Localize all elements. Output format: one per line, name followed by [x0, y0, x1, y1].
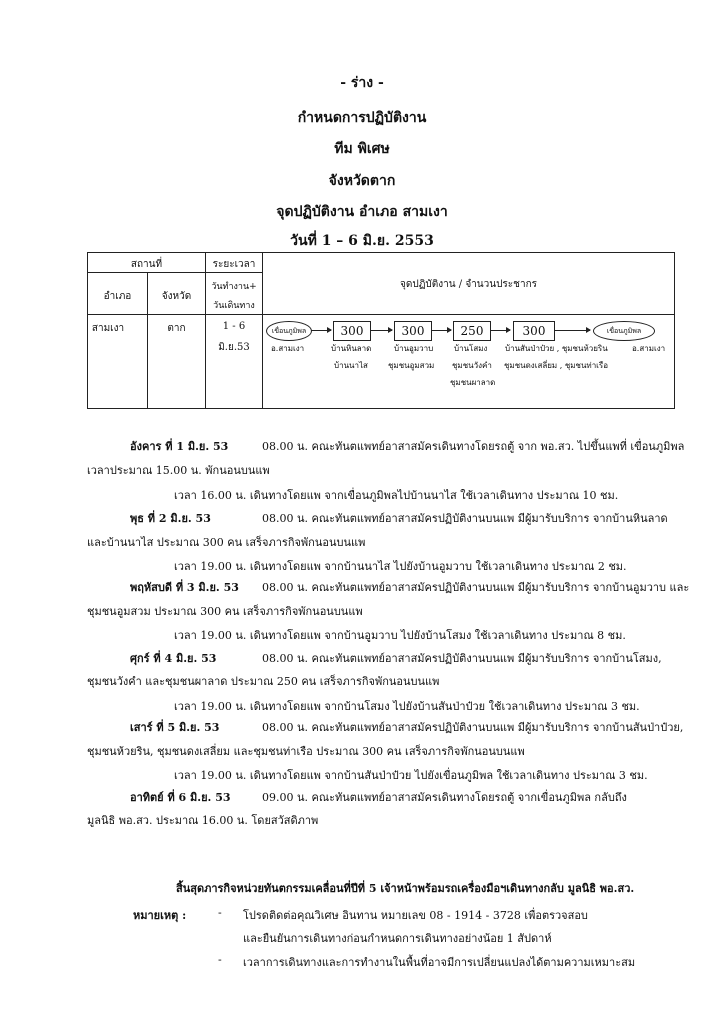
site-label: จุดปฏิบัติงาน อำเภอ สามเงา [276, 204, 448, 220]
note-1a: โปรดติดต่อคุณวิเศษ อินทาน หมายเลข 08 - 1914 - 3728 เพื่อตรวจสอบ [243, 909, 588, 922]
note-dash-2: - [218, 953, 222, 966]
flow-box-3: 250 [453, 321, 491, 341]
flow-label-3c: ชุมชนผาลาด [450, 378, 496, 387]
summary-text: สิ้นสุดภารกิจหน่วยทันตกรรมเคลื่อนที่ปีที่ 5 เจ้าหน้าพร้อมรถเครื่องมือฯเดินทางกลับ มูลนิธิ พอ.สว. [176, 882, 635, 895]
day-1-text1: 08.00 น. คณะทันตแพทย์อาสาสมัครเดินทางโดยรถตู้ จาก พอ.สว. ไปขึ้นแพที่ เขื่อนภูมิพล [262, 440, 685, 453]
flow-label-2a: บ้านอูมวาบ [394, 344, 434, 353]
flow-box-1: 300 [333, 321, 371, 341]
note-dash-1: - [218, 906, 222, 919]
day-6-label: อาทิตย์ ที่ 6 มิ.ย. 53 [130, 791, 231, 804]
flow-label-4b: ชุมชนดงเสลี่ยม , ชุมชนท่าเรือ [504, 361, 609, 370]
day-2-text1: 08.00 น. คณะทันตแพทย์อาสาสมัครปฏิบัติงานบนแพ มีผู้มารับบริการ จากบ้านหินลาด [262, 512, 668, 525]
day-2-text2: และบ้านนาไส ประมาณ 300 คน เสร็จภารกิจพักนอนบนแพ [87, 536, 366, 549]
cell-period-month: มิ.ย.53 [218, 342, 250, 353]
note-label: หมายเหตุ : [133, 909, 187, 922]
cell-district: สามเงา [91, 323, 125, 334]
date-label: วันที่ 1 – 6 มิ.ย. 2553 [290, 233, 434, 249]
day-3-text1: 08.00 น. คณะทันตแพทย์อาสาสมัครปฏิบัติงานบนแพ มีผู้มารับบริการ จากบ้านอูมวาบ และ [262, 581, 690, 594]
day-4-label: ศุกร์ ที่ 4 มิ.ย. 53 [130, 652, 217, 665]
header-workdays: วันทำงาน+ [211, 282, 257, 292]
flow-label-4a: บ้านสันป่าป๋วย , ชุมชนห้วยริน [505, 344, 608, 353]
arrow-3 [431, 330, 451, 331]
day-4-text2: ชุมชนวังคำ และชุมชนผาลาด ประมาณ 250 คน เสร็จภารกิจพักนอนบนแพ [87, 675, 440, 688]
start-node: เขื่อนภูมิพล [266, 321, 312, 341]
draft-label: - ร่าง - [340, 75, 384, 91]
cell-period-range: 1 - 6 [222, 321, 246, 332]
note-1b: และยืนยันการเดินทางก่อนกำหนดการเดินทางอย่างน้อย 1 สัปดาห์ [243, 932, 552, 945]
province-label: จังหวัดตาก [328, 173, 396, 189]
header-period: ระยะเวลา [212, 259, 256, 270]
day-5-text1: 08.00 น. คณะทันตแพทย์อาสาสมัครปฏิบัติงานบนแพ มีผู้มารับบริการ จากบ้านสันป่าป๋วย, [262, 721, 684, 734]
day-1-label: อังคาร ที่ 1 มิ.ย. 53 [130, 440, 229, 453]
header-traveldays: วันเดินทาง [213, 301, 255, 311]
cell-province: ตาก [167, 323, 186, 334]
header-points: จุดปฏิบัติงาน / จำนวนประชากร [400, 279, 537, 290]
header-province: จังหวัด [161, 291, 192, 302]
arrow-1 [311, 330, 331, 331]
day-1-text3: เวลา 16.00 น. เดินทางโดยแพ จากเขื่อนภูมิพลไปบ้านนาไส ใช้เวลาเดินทาง ประมาณ 10 ชม. [174, 489, 619, 502]
flow-box-4: 300 [513, 321, 555, 341]
day-6-text2: มูลนิธิ พอ.สว. ประมาณ 16.00 น. โดยสวัสดิภาพ [87, 814, 319, 827]
header-place: สถานที่ [130, 259, 163, 270]
day-4-text1: 08.00 น. คณะทันตแพทย์อาสาสมัครปฏิบัติงานบนแพ มีผู้มารับบริการ จากบ้านโสมง, [262, 652, 662, 665]
schedule-table [87, 252, 675, 409]
day-6-text1: 09.00 น. คณะทันตแพทย์อาสาสมัครเดินทางโดยรถตู้ จากเขื่อนภูมิพล กลับถึง [262, 791, 627, 804]
day-5-label: เสาร์ ที่ 5 มิ.ย. 53 [130, 721, 220, 734]
flow-label-3b: ชุมชนวังคำ [452, 361, 492, 370]
flow-label-end: อ.สามเงา [632, 344, 666, 353]
day-3-label: พฤหัสบดี ที่ 3 มิ.ย. 53 [130, 581, 239, 594]
day-3-text3: เวลา 19.00 น. เดินทางโดยแพ จากบ้านอูมวาบ ไปยังบ้านโสมง ใช้เวลาเดินทาง ประมาณ 8 ชม. [174, 629, 626, 642]
end-node: เขื่อนภูมิพล [593, 321, 655, 341]
flow-label-1a: บ้านหินลาด [331, 344, 372, 353]
doc-title: กำหนดการปฏิบัติงาน [297, 110, 427, 126]
flow-label-1b: บ้านนาไส [334, 361, 368, 370]
day-5-text2: ชุมชนห้วยริน, ชุมชนดงเสลี่ยม และชุมชนท่าเรือ ประมาณ 300 คน เสร็จภารกิจพักนอนบนแพ [87, 745, 525, 758]
flow-label-2b: ชุมชนอูมสวม [388, 361, 435, 370]
note-2: เวลาการเดินทางและการทำงานในพื้นที่อาจมีการเปลี่ยนแปลงได้ตามความเหมาะสม [243, 956, 636, 969]
day-4-text3: เวลา 19.00 น. เดินทางโดยแพ จากบ้านโสมง ไปยังบ้านสันป่าป๋วย ใช้เวลาเดินทาง ประมาณ 3 ชม. [174, 700, 640, 713]
arrow-5 [554, 330, 590, 331]
day-1-text2: เวลาประมาณ 15.00 น. พักนอนบนแพ [87, 464, 270, 477]
day-2-text3: เวลา 19.00 น. เดินทางโดยแพ จากบ้านนาไส ไปยังบ้านอูมวาบ ใช้เวลาเดินทาง ประมาณ 2 ชม. [174, 560, 627, 573]
arrow-4 [490, 330, 510, 331]
flow-label-start: อ.สามเงา [271, 344, 305, 353]
team-label: ทีม พิเศษ [334, 141, 390, 157]
flow-box-2: 300 [394, 321, 432, 341]
day-5-text3: เวลา 19.00 น. เดินทางโดยแพ จากบ้านสันป่าป๋วย ไปยังเขื่อนภูมิพล ใช้เวลาเดินทาง ประมาณ 3 ชม. [174, 769, 648, 782]
arrow-2 [370, 330, 392, 331]
day-3-text2: ชุมชนอูมสวม ประมาณ 300 คน เสร็จภารกิจพักนอนบนแพ [87, 605, 363, 618]
day-2-label: พุธ ที่ 2 มิ.ย. 53 [130, 512, 211, 525]
flow-label-3a: บ้านโสมง [454, 344, 488, 353]
header-district: อำเภอ [103, 291, 132, 302]
